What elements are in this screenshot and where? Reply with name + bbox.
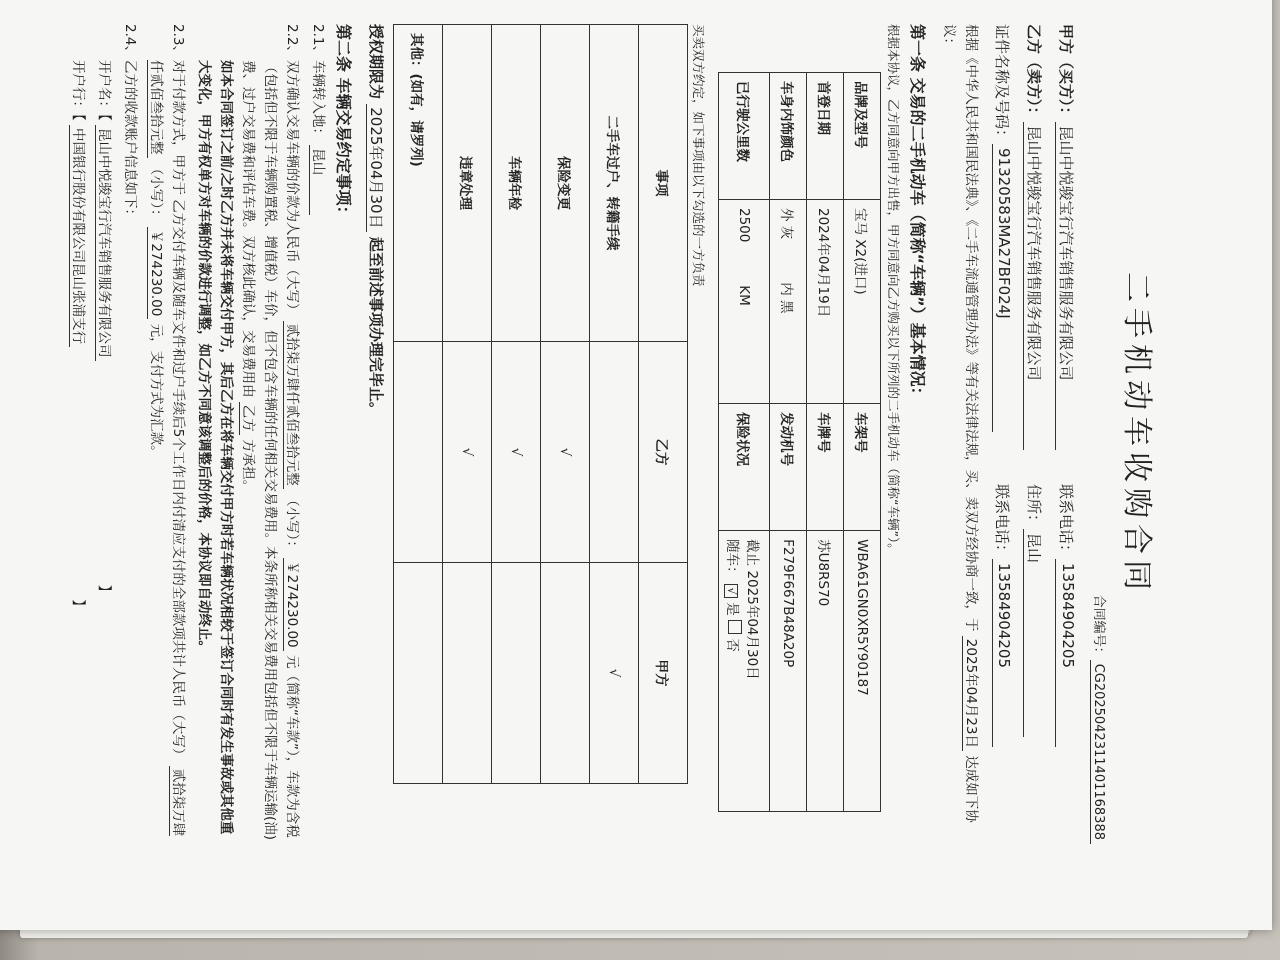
plate-value: 苏U8RS70 [807,531,844,812]
vehicle-info-table [718,72,881,812]
table-row [590,25,639,784]
payment-upper: 贰拾柒万肆仟贰佰叁拾元整 [148,60,186,837]
clause-text: 车辆转入地： [310,60,326,141]
account-name-close: 】 [96,584,112,599]
duty-item: 其他：(如有，请罗列) [394,25,443,342]
clause-number: 2.4、 [122,24,138,59]
brand-label: 品牌及型号 [844,73,881,200]
fee-payer: 乙方 [239,402,256,435]
account-name-label: 开户名：【 [96,60,112,121]
duty-header-b: 乙方 [639,342,688,563]
cert-label: 证件名称及号码： [993,24,1011,145]
table-row [394,25,443,784]
insurance-with-label: 随车： [724,539,740,580]
duty-b-check: √ [541,342,590,563]
deadline-label: 授权期限为 [367,24,385,100]
engine-value: F279F667B48A20P [770,531,807,812]
contract-number [1091,24,1110,844]
account-name-row [93,24,115,844]
party-b-row [1023,24,1045,844]
duty-a-check [443,563,492,784]
clause-number: 2.1、 [310,24,326,59]
price-upper: 贰拾柒万肆仟贰佰叁拾元整 [283,321,300,489]
table-row [443,25,492,784]
deadline-date: 2025年04月30日 [366,104,385,231]
cert-row [992,24,1013,844]
party-a-label: 甲方（买方）： [1057,24,1075,122]
vin-label: 车架号 [844,404,881,531]
account-name: 昆山中悦骏宝行汽车销售服务有限公司 [95,125,112,361]
bank-close: 】 [70,599,86,613]
duty-a-check [541,563,590,784]
authorization-deadline [366,24,387,844]
table-row [541,25,590,784]
party-a-phone: 13584904205 [1055,559,1077,747]
bank-label: 开户行：【 [70,60,86,121]
table-row [844,73,881,812]
page-title: 二手机动车收购合同 [1119,272,1154,596]
clause-2-3 [145,24,189,844]
insurance-with-car [724,539,744,803]
clause-2-1 [307,24,329,844]
duty-item: 保险变更 [541,25,590,342]
contract-number-value: CG2025042311401168388 [1090,660,1106,844]
clause-number: 2.3、 [170,24,186,59]
yes-label: 是 [724,602,740,616]
table-row [492,25,541,784]
color-value: 外 灰 内 黑 [770,200,807,404]
duty-a-check [492,563,541,784]
clause-text: 对于付款方式，甲方于 乙方交付车辆及随车文件和过户手续后5个工作日内付清应支付的全部款项共计人民币（大写） [170,60,186,762]
insurance-label: 保险状况 [719,404,770,531]
insurance-value [719,531,770,812]
duty-item: 违章处理 [443,25,492,342]
party-a-phone-label: 联系电话： [1057,484,1075,560]
duty-b-check [394,342,443,563]
mileage-label: 已行驶公里数 [719,73,770,200]
duty-a-check [394,563,443,784]
duty-item: 二手车过户、转籍手续 [590,25,639,342]
article1-intro: 根据本协议，乙方同意向甲方出售，甲方同意向乙方购买以下所列的二手机动车（简称“车辆”）。 [886,24,901,556]
clause-text-rest: 元（简称“车款”），车款为含税（包括但不限于车辆购置税、增值税）车价，但不包含车辆的任何相关交易费用。本条所称相关交易费用包括但不限于车辆运输(油)费、过户交易费和评估车费。双方核此确认，交易费用由 [240,60,300,841]
duty-a-check: √ [590,563,639,784]
party-b-name: 昆山中悦骏宝行汽车销售服务有限公司 [1023,122,1045,450]
cert-phone-label: 联系电话： [993,484,1011,560]
payment-small-label: （小写）： [148,161,164,223]
duty-item: 车辆年检 [492,25,541,342]
no-label: 否 [724,638,740,652]
clause-2-4 [119,24,141,844]
clause-tail: 方承担。 [240,439,256,494]
table-row [770,73,807,812]
party-b-address: 昆山 [1023,529,1045,737]
party-a-row [1055,24,1077,844]
preamble-text: 根据《中华人民共和国民法典》、《二手车流通管理办法》等有关法律法规，买、卖双方经协商一致，于 [963,24,979,632]
clause-bold-notice: 如本合同签订之前/之时乙方并未将车辆交付甲方，其后乙方在将车辆交付甲方时若车辆状况相较于签订合同时有发生事故或其他重大变化，甲方有权单方对车辆的价款进行调整，如乙方不同意该调整后的价格，本协议即自动终止。 [196,60,234,835]
engine-label: 发动机号 [770,404,807,531]
table-row [807,73,844,812]
plate-label: 车牌号 [807,404,844,531]
duty-b-check [590,342,639,563]
table-row [719,73,770,812]
party-a-name: 昆山中悦骏宝行汽车销售服务有限公司 [1055,122,1077,450]
article1-heading: 第一条 交易的二手机动车（简称“车辆”）基本情况： [908,24,927,403]
price-small: ￥274230.00 [283,558,300,651]
clause-2-2 [193,24,303,844]
bank-name: 中国银行股份有限公司昆山张浦支行 [69,125,86,347]
contract-content [63,24,1162,844]
payment-small: ￥274230.00 [147,227,164,320]
clause-text: 双方确认交易车辆的价款为人民币（大写） [284,60,300,317]
party-b-label: 乙方（卖方）： [1025,24,1043,122]
contract-number-label: 合同编号： [1091,594,1106,660]
first-reg-label: 首登日期 [807,73,844,200]
duties-table [393,24,688,784]
clause-tail: 元，支付方式为汇款。 [148,323,164,459]
party-b-address-label: 住所： [1025,484,1043,530]
vin-value: WBA61GN0XR5Y90187 [844,531,881,812]
color-label: 车身内饰颜色 [770,73,807,200]
duty-b-check: √ [492,342,541,563]
transfer-destination: 昆山 [309,145,326,215]
no-checkbox [728,620,742,634]
duty-header-item: 事项 [639,25,688,342]
mileage-value: 2500 KM [719,200,770,404]
preamble-date: 2025年04月23日 [962,636,979,751]
yes-checkbox: √ [724,584,738,598]
table-header-row [639,25,688,784]
brand-value: 宝马 X2(进口) [844,200,881,404]
duty-header-a: 甲方 [639,563,688,784]
preamble-tail: 达成如下协议： [941,24,979,823]
duty-b-check: √ [443,342,492,563]
duties-intro: 买卖双方约定，如下事项由以下勾选的一方负责 [691,24,706,287]
first-reg-value: 2024年04月19日 [807,200,844,404]
preamble [938,24,982,844]
cert-value: 91320583MA27BF024J [992,144,1013,432]
clause-text: 乙方的收款账户信息如下： [122,60,138,222]
deadline-tail: 起至前述事项办理完毕止。 [367,236,385,417]
clause-number: 2.2、 [284,24,300,59]
cert-phone: 13584904205 [992,559,1013,747]
price-small-label: （小写）： [284,493,300,554]
insurance-expiry: 截止 2025年04月30日 [744,539,760,680]
bank-row [67,24,89,844]
article2-heading: 第二条 车辆交易约定事项： [334,24,353,222]
